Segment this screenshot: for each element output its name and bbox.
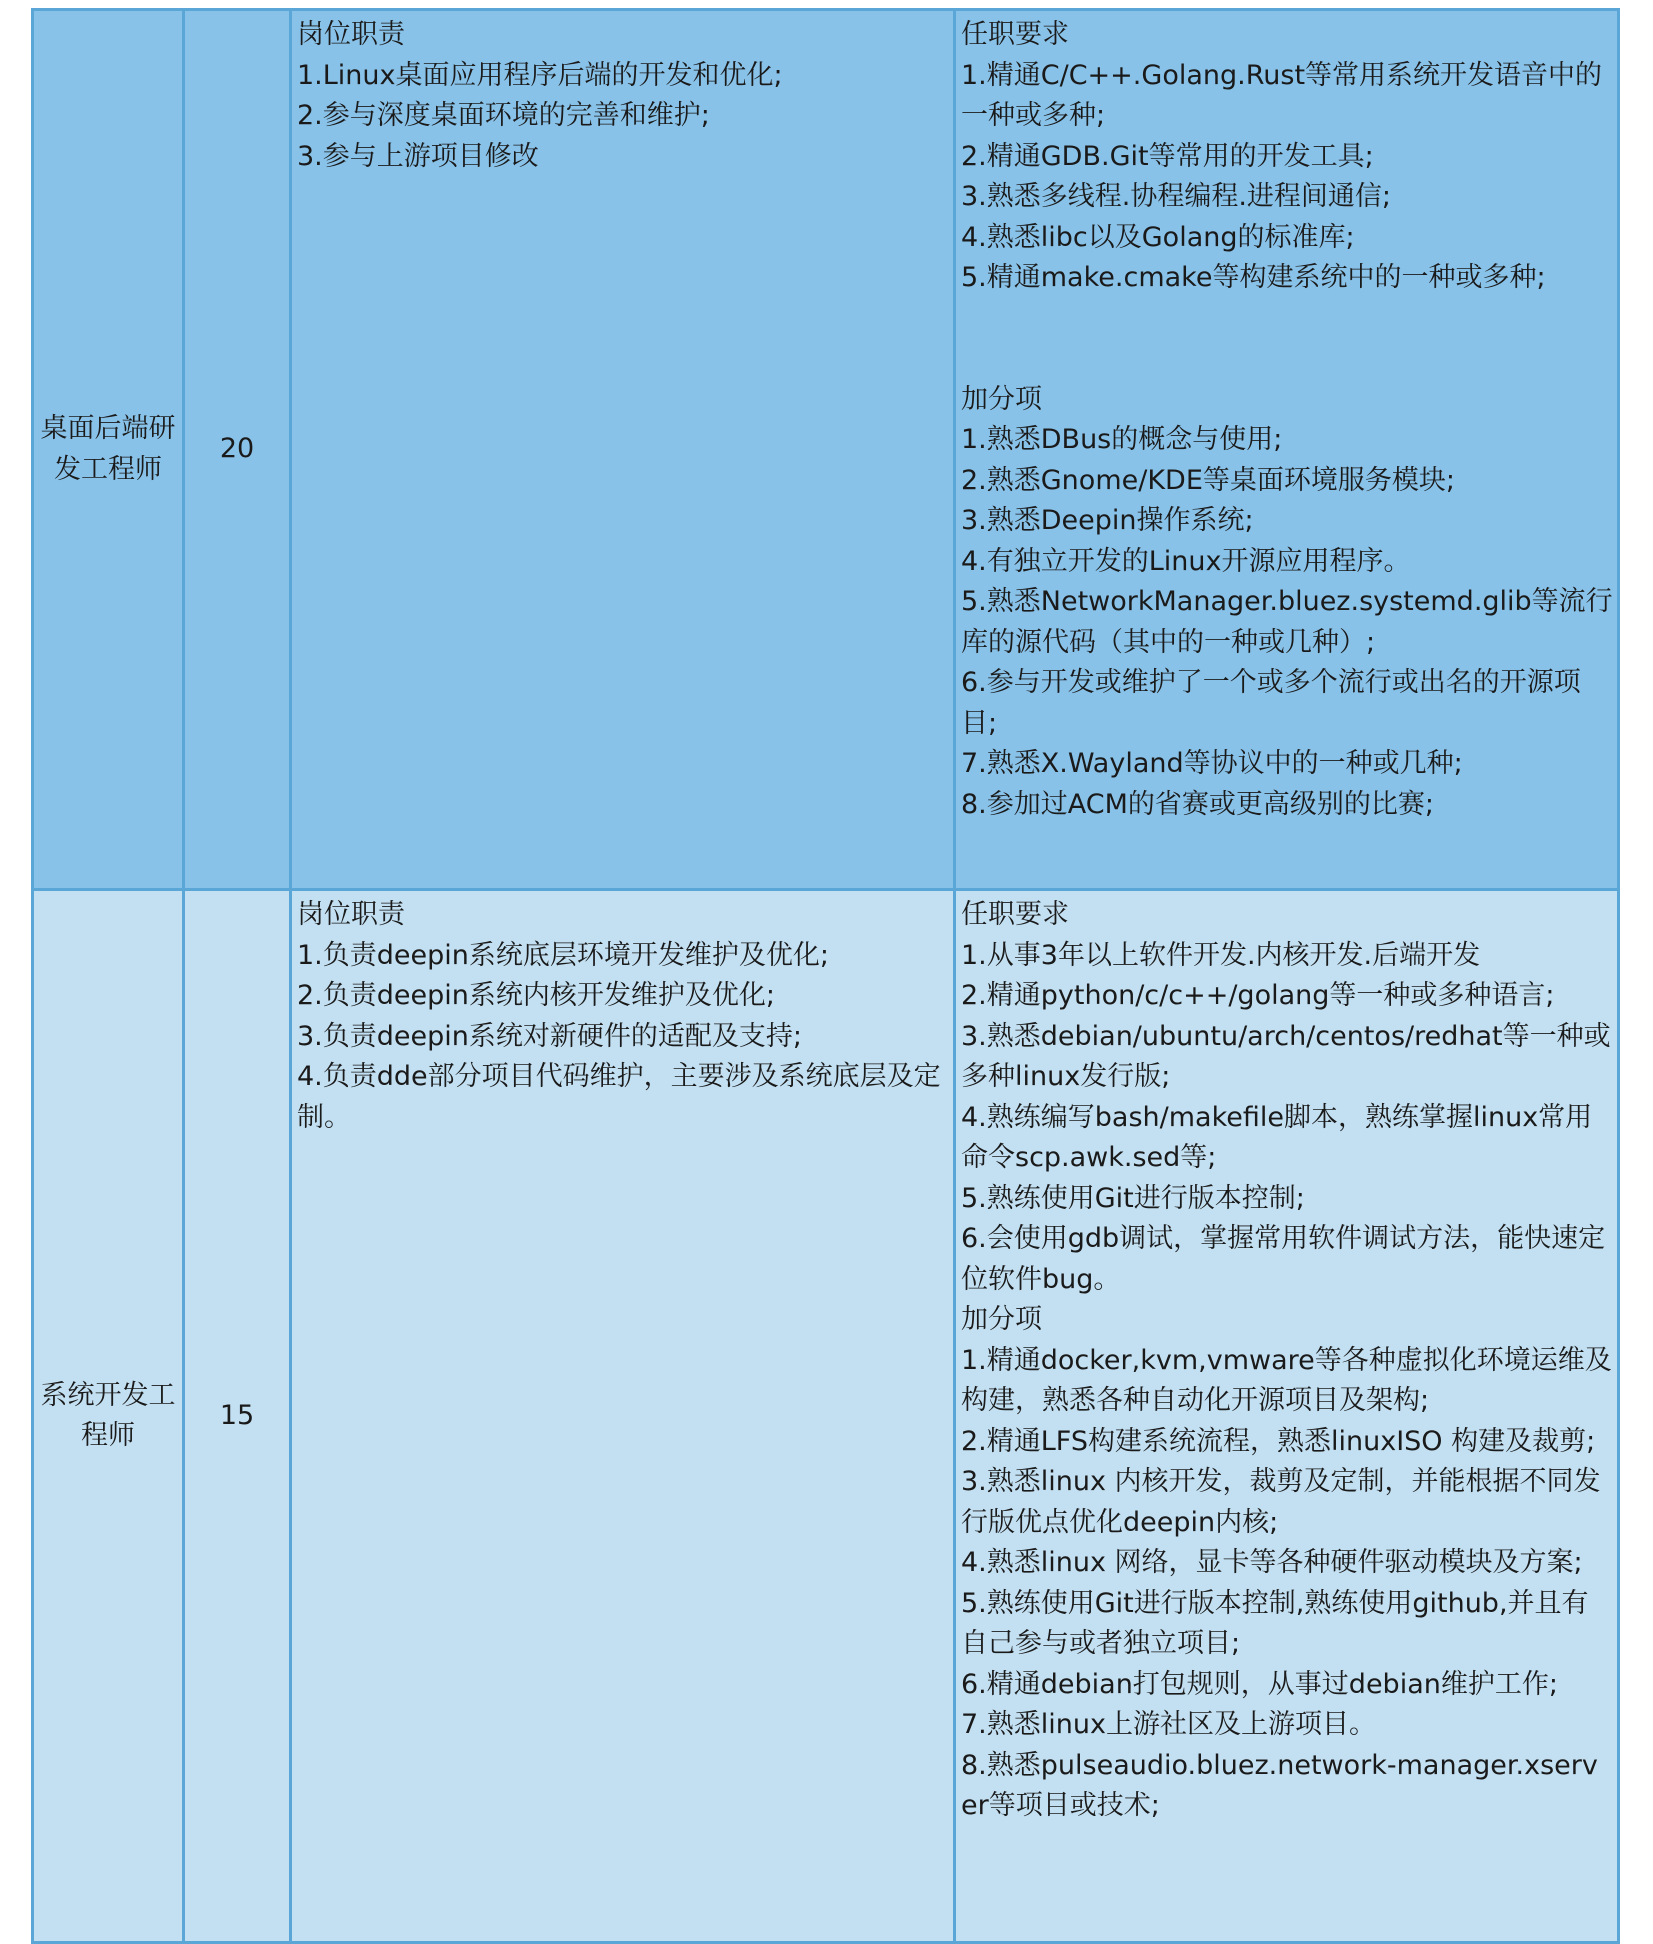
duties-cell xyxy=(291,890,955,1943)
duties-heading: 岗位职责 xyxy=(297,899,405,930)
headcount: 15 xyxy=(184,890,291,1943)
duty-item: 2.参与深度桌面环境的完善和维护; xyxy=(297,100,710,131)
bonus-item: 6.精通debian打包规则，从事过debian维护工作; xyxy=(961,1668,1558,1700)
requirement-item: 4.熟练编写bash/makefile脚本，熟练掌握linux常用命令scp.awk.sed等; xyxy=(961,1101,1593,1173)
requirement-item: 5.精通make.cmake等构建系统中的一种或多种; xyxy=(961,262,1546,293)
duty-item: 3.负责deepin系统对新硬件的适配及支持; xyxy=(297,1020,802,1052)
requirement-item: 2.精通GDB.Git等常用的开发工具; xyxy=(961,140,1374,172)
requirements-cell xyxy=(955,10,1619,890)
requirements-heading: 任职要求 xyxy=(961,19,1069,50)
bonus-item: 3.熟悉linux 内核开发，裁剪及定制，并能根据不同发行版优点优化deepin内核; xyxy=(961,1466,1601,1538)
job-title: 桌面后端研发工程师 xyxy=(33,10,184,890)
table-row xyxy=(33,890,1619,1943)
bonus-item: 8.熟悉pulseaudio.bluez.network-manager.xserver等项目或技术; xyxy=(961,1749,1598,1821)
bonus-item: 3.熟悉Deepin操作系统; xyxy=(961,505,1254,536)
bonus-item: 2.熟悉Gnome/KDE等桌面环境服务模块; xyxy=(961,464,1455,496)
duty-item: 2.负责deepin系统内核开发维护及优化; xyxy=(297,980,775,1011)
table-row xyxy=(33,10,1619,890)
bonus-item: 4.有独立开发的Linux开源应用程序。 xyxy=(961,545,1411,577)
requirement-item: 1.从事3年以上软件开发.内核开发.后端开发 xyxy=(961,939,1481,971)
bonus-item: 4.熟悉linux 网络，显卡等各种硬件驱动模块及方案; xyxy=(961,1547,1583,1578)
bonus-item: 6.参与开发或维护了一个或多个流行或出名的开源项目; xyxy=(961,667,1581,739)
duty-item: 1.负责deepin系统底层环境开发维护及优化; xyxy=(297,939,829,971)
bonus-item: 1.精通docker,kvm,vmware等各种虚拟化环境运维及构建，熟悉各种自动化开源项目及架构; xyxy=(961,1344,1612,1416)
job-table xyxy=(31,8,1620,1944)
duty-item: 4.负责dde部分项目代码维护，主要涉及系统底层及定制。 xyxy=(297,1061,941,1133)
bonus-heading: 加分项 xyxy=(961,383,1042,415)
requirement-item: 5.熟练使用Git进行版本控制; xyxy=(961,1182,1305,1214)
bonus-item: 7.熟悉X.Wayland等协议中的一种或几种; xyxy=(961,748,1463,779)
bonus-item: 2.精通LFS构建系统流程，熟悉linuxISO 构建及裁剪; xyxy=(961,1425,1596,1457)
requirement-item: 6.会使用gdb调试，掌握常用软件调试方法，能快速定位软件bug。 xyxy=(961,1223,1606,1295)
spacer xyxy=(961,299,1613,380)
requirement-item: 1.精通C/C++.Golang.Rust等常用系统开发语音中的一种或多种; xyxy=(961,59,1603,131)
duty-item: 1.Linux桌面应用程序后端的开发和优化; xyxy=(297,59,783,91)
bonus-item: 5.熟悉NetworkManager.bluez.systemd.glib等流行库的源代码（其中的一种或几种）; xyxy=(961,586,1613,658)
job-title: 系统开发工程师 xyxy=(33,890,184,1943)
requirement-item: 2.精通python/c/c++/golang等一种或多种语言; xyxy=(961,980,1555,1011)
requirement-item: 3.熟悉debian/ubuntu/arch/centos/redhat等一种或多种linux发行版; xyxy=(961,1020,1611,1092)
bonus-item: 7.熟悉linux上游社区及上游项目。 xyxy=(961,1709,1376,1740)
bonus-item: 5.熟练使用Git进行版本控制,熟练使用github,并且有自己参与或者独立项目; xyxy=(961,1587,1589,1659)
duty-item: 3.参与上游项目修改 xyxy=(297,140,539,172)
duties-cell xyxy=(291,10,955,890)
requirement-item: 4.熟悉libc以及Golang的标准库; xyxy=(961,221,1355,253)
requirement-item: 3.熟悉多线程.协程编程.进程间通信; xyxy=(961,181,1392,212)
bonus-heading: 加分项 xyxy=(961,1304,1042,1335)
duties-heading: 岗位职责 xyxy=(297,19,405,50)
bonus-item: 8.参加过ACM的省赛或更高级别的比赛; xyxy=(961,788,1435,820)
headcount: 20 xyxy=(184,10,291,890)
requirements-cell xyxy=(955,890,1619,1943)
requirements-heading: 任职要求 xyxy=(961,899,1069,930)
bonus-item: 1.熟悉DBus的概念与使用; xyxy=(961,424,1283,455)
